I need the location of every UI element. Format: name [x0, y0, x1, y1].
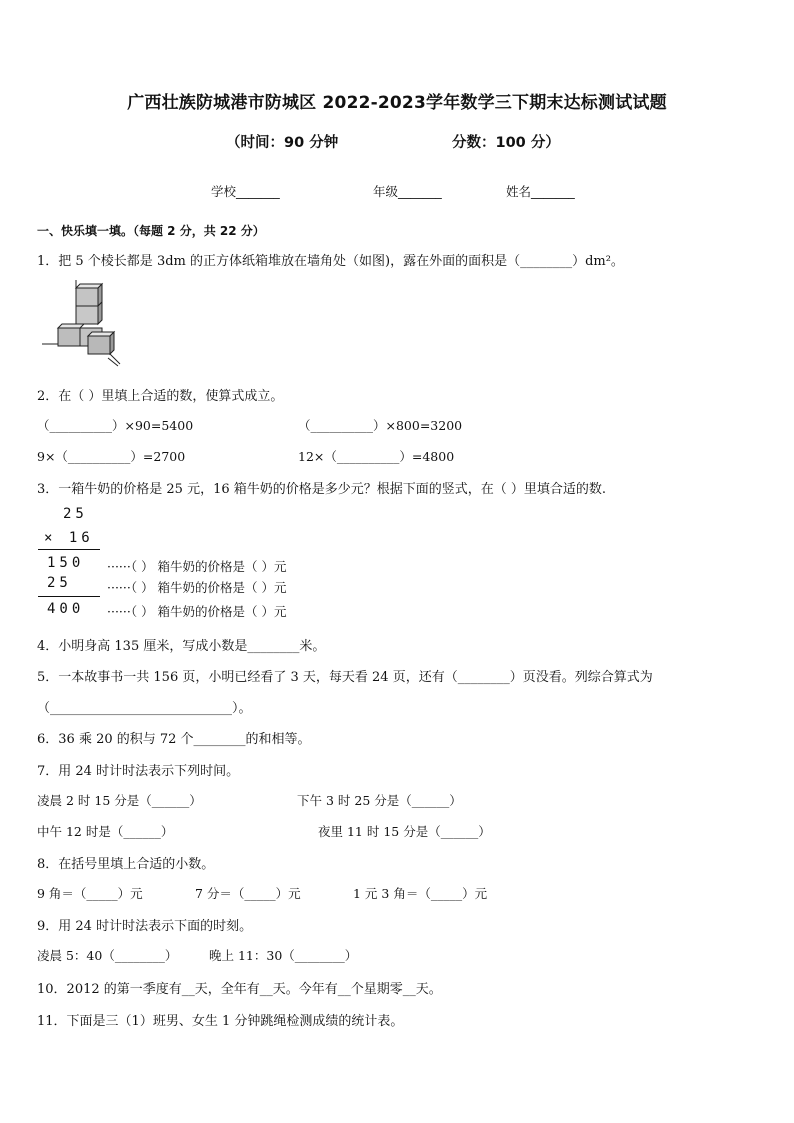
q7-item-1[interactable]: 凌晨 2 时 15 分是（______） [37, 793, 202, 808]
vertical-rule [38, 549, 100, 550]
q8-item-3[interactable]: 1 元 3 角＝（_____）元 [353, 886, 488, 901]
question-1: 1．把 5 个棱长都是 3dm 的正方体纸箱堆放在墙角处（如图)，露在外面的面积是（________）dm²。 [37, 254, 624, 269]
q2-item-2[interactable]: （__________）×800=3200 [298, 418, 463, 433]
q3-note-1[interactable]: ······（ ） 箱牛奶的价格是（ ）元 [107, 559, 287, 574]
cube-face [76, 288, 98, 306]
q2-item-1[interactable]: （__________）×90=5400 [37, 418, 194, 433]
q8-item-1[interactable]: 9 角＝（_____）元 [37, 886, 143, 901]
cube-face [58, 328, 80, 346]
question-11: 11．下面是三（1）班男、女生 1 分钟跳绳检测成绩的统计表。 [37, 1014, 404, 1029]
q9-item-2[interactable]: 晚上 11：30（________） [209, 948, 358, 963]
question-6[interactable]: 6．36 乘 20 的积与 72 个________的和相等。 [37, 732, 311, 747]
vertical-rule [38, 596, 100, 597]
question-5-line-2[interactable]: （____________________________）。 [37, 701, 252, 716]
q9-item-1[interactable]: 凌晨 5：40（________） [37, 948, 178, 963]
cube-side-face [98, 302, 102, 324]
wall-line-right [108, 358, 118, 366]
q2-item-3[interactable]: 9×（__________）=2700 [37, 449, 186, 464]
cube-side-face [110, 332, 114, 354]
question-5[interactable]: 5．一本故事书一共 156 页，小明已经看了 3 天，每天看 24 页，还有（________）页没看。列综合算式为 [37, 670, 653, 685]
cube-stack-figure [40, 278, 122, 368]
cube-face [76, 306, 98, 324]
page-title: 广西壮族防城港市防城区 2022-2023学年数学三下期末达标测试试题 [127, 93, 667, 113]
question-2: 2．在（ ）里填上合适的数，使算式成立。 [37, 389, 284, 404]
grade-field[interactable]: 年级_______ [373, 184, 442, 199]
school-field[interactable]: 学校_______ [211, 184, 280, 199]
question-10[interactable]: 10．2012 的第一季度有__天，全年有__天。今年有__个星期零__天。 [37, 982, 442, 997]
vertical-partial-1: 150 [47, 555, 85, 571]
q3-note-2[interactable]: ······（ ） 箱牛奶的价格是（ ）元 [107, 580, 287, 595]
vertical-result: 400 [47, 601, 85, 617]
q7-item-2[interactable]: 下午 3 时 25 分是（______） [297, 793, 462, 808]
section-heading: 一、快乐填一填。（每题 2 分，共 22 分） [37, 224, 265, 238]
question-9: 9．用 24 时计时法表示下面的时刻。 [37, 919, 253, 934]
question-4[interactable]: 4．小明身高 135 厘米，写成小数是________米。 [37, 639, 326, 654]
question-3: 3．一箱牛奶的价格是 25 元，16 箱牛奶的价格是多少元？根据下面的竖式，在（ ）里填合适的数. [37, 482, 607, 497]
q8-item-2[interactable]: 7 分＝（_____）元 [195, 886, 301, 901]
vertical-multiplier: × 16 [44, 530, 94, 546]
name-field[interactable]: 姓名_______ [506, 184, 575, 199]
cube-top-face [58, 324, 84, 328]
question-8: 8．在括号里填上合适的小数。 [37, 857, 215, 872]
exam-time: （时间：90 分钟 [226, 135, 339, 151]
q3-note-3[interactable]: ······（ ） 箱牛奶的价格是（ ）元 [107, 604, 287, 619]
q7-item-4[interactable]: 夜里 11 时 15 分是（______） [318, 824, 491, 839]
q7-item-3[interactable]: 中午 12 时是（______） [37, 824, 174, 839]
wall-line-floor [110, 354, 120, 364]
vertical-partial-2: 25 [47, 575, 72, 591]
vertical-multiplicand: 25 [63, 506, 88, 522]
question-7: 7．用 24 时计时法表示下列时间。 [37, 764, 240, 779]
q2-item-4[interactable]: 12×（__________）=4800 [298, 449, 455, 464]
exam-score: 分数：100 分） [452, 135, 560, 151]
cube-face [88, 336, 110, 354]
